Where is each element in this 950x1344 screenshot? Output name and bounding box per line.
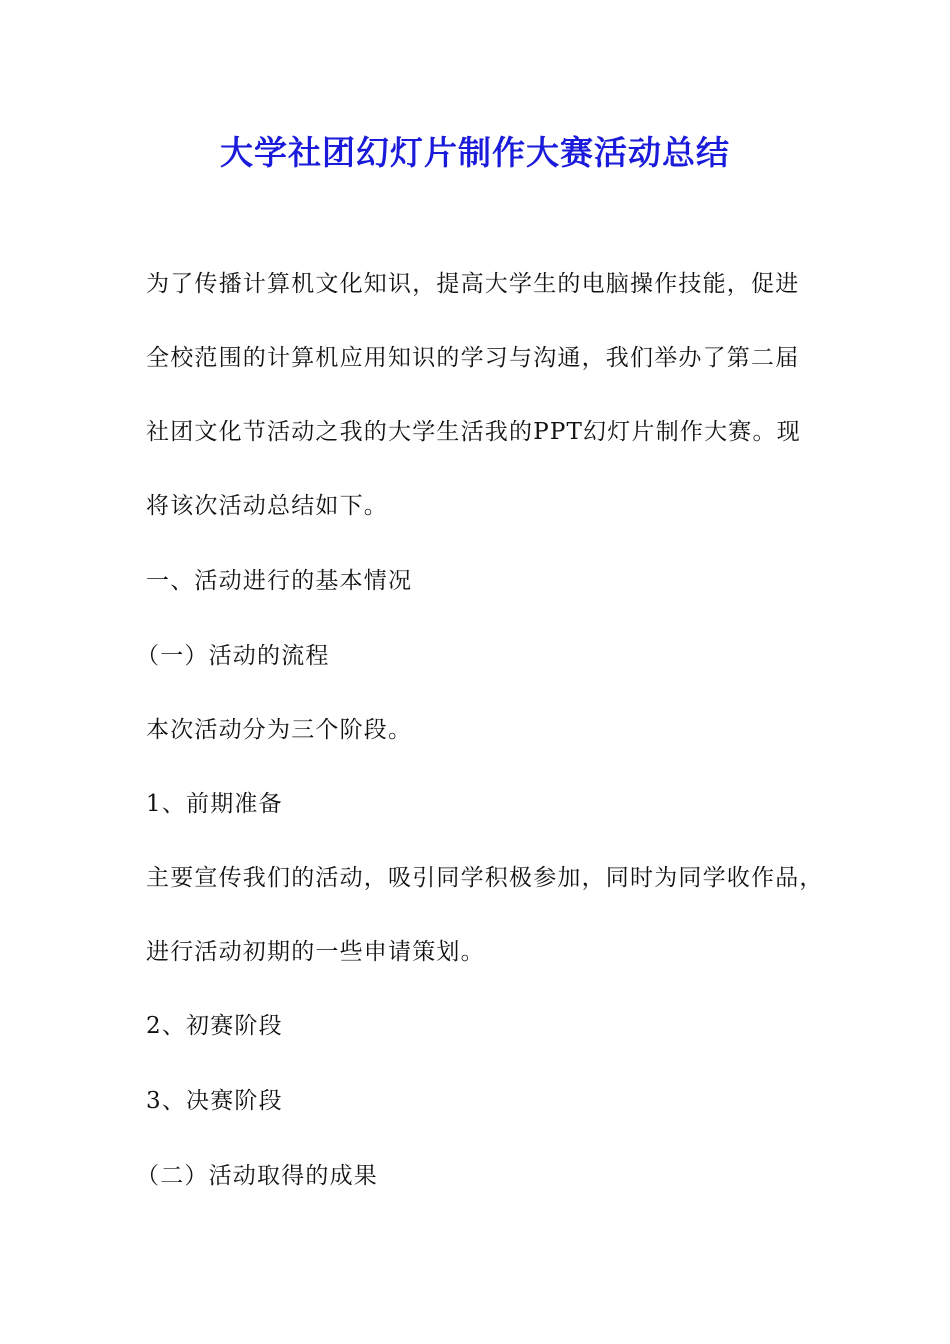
paragraph-line: 将该次活动总结如下。 xyxy=(146,493,388,519)
list-item-heading: 1、前期准备 xyxy=(146,791,283,817)
paragraph-line: 为了传播计算机文化知识，提高大学生的电脑操作技能，促进 xyxy=(146,271,800,297)
paragraph-line: 主要宣传我们的活动，吸引同学积极参加，同时为同学收作品， xyxy=(146,865,824,891)
paragraph-line: 社团文化节活动之我的大学生活我的PPT幻灯片制作大赛。现 xyxy=(146,419,801,445)
section-heading: 一、活动进行的基本情况 xyxy=(146,568,413,594)
paragraph-line: 进行活动初期的一些申请策划。 xyxy=(146,939,485,965)
document-title: 大学社团幻灯片制作大赛活动总结 xyxy=(220,133,730,172)
paragraph-line: 本次活动分为三个阶段。 xyxy=(146,717,413,743)
list-item-heading: 2、初赛阶段 xyxy=(146,1013,283,1039)
subsection-heading: （一）活动的流程 xyxy=(136,643,330,669)
subsection-heading: （二）活动取得的成果 xyxy=(136,1163,378,1189)
paragraph-line: 全校范围的计算机应用知识的学习与沟通，我们举办了第二届 xyxy=(146,345,800,371)
list-item-heading: 3、决赛阶段 xyxy=(146,1088,283,1114)
